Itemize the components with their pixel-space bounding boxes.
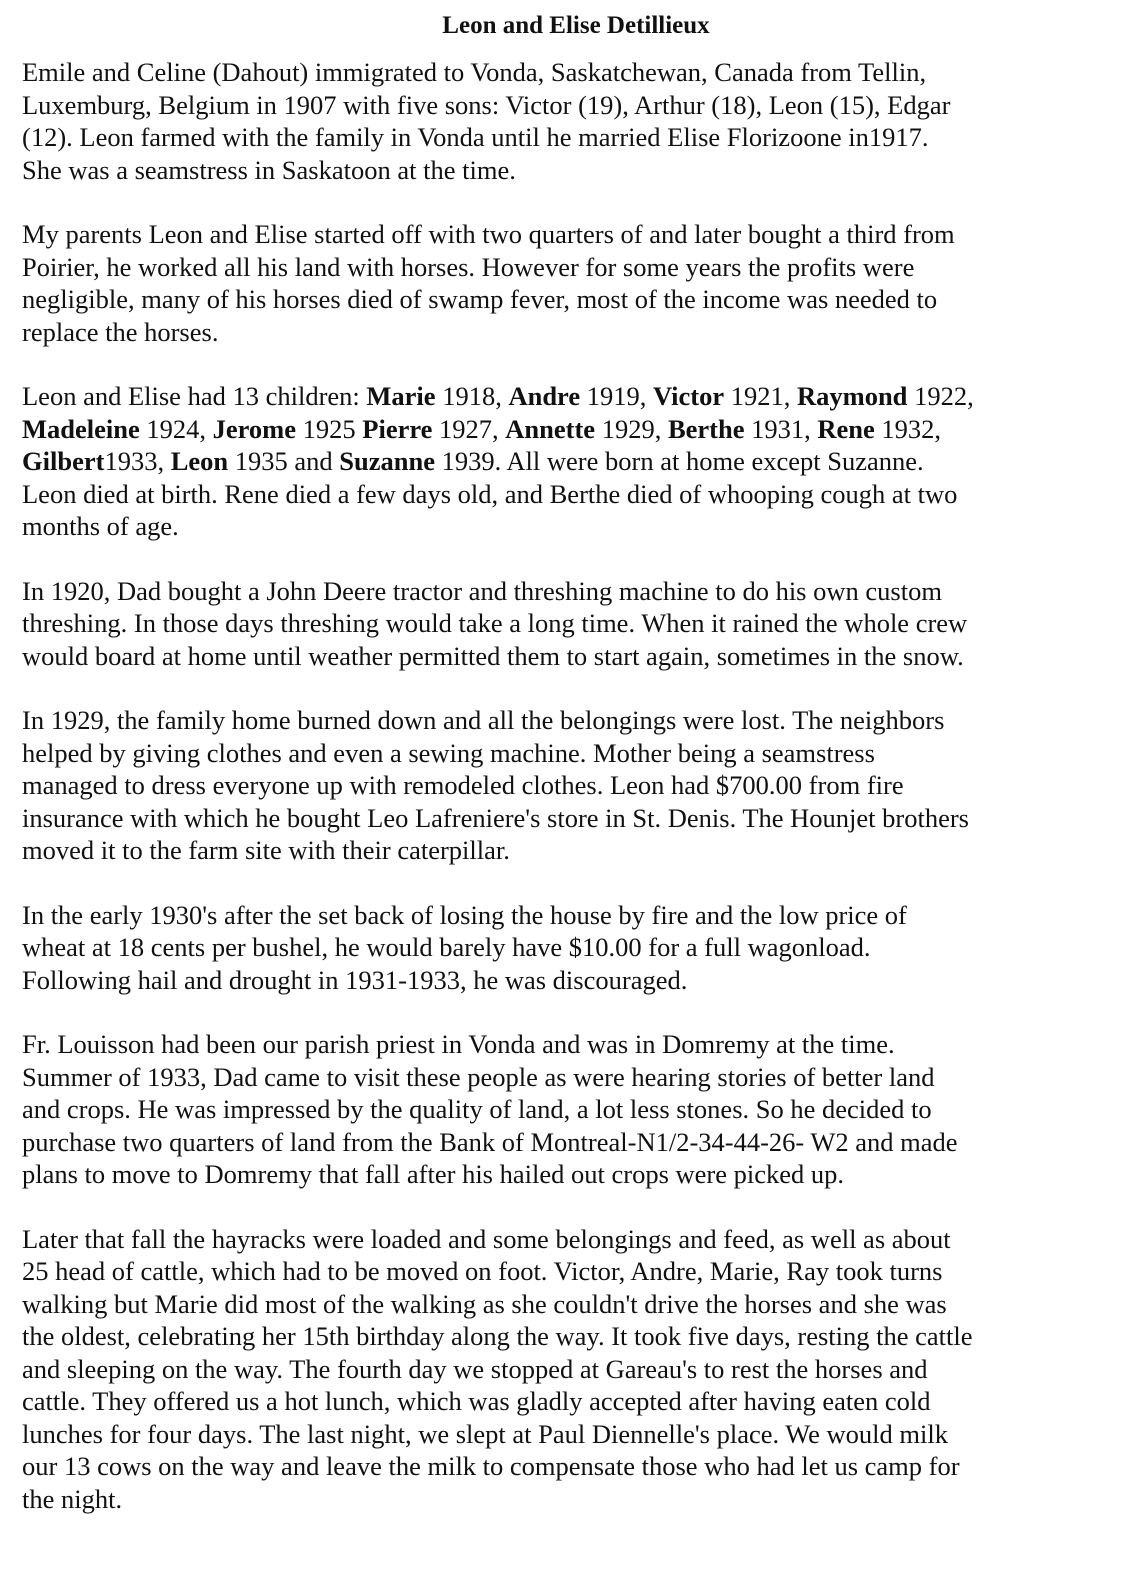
child-name: Madeleine bbox=[22, 413, 140, 444]
child-name: Annette bbox=[505, 413, 596, 444]
child-year: 1935 and bbox=[228, 446, 340, 476]
text-line: and crops. He was impressed by the quality of land, a lot less stones. So he decided to bbox=[22, 1094, 932, 1124]
child-year: 1919, bbox=[580, 381, 653, 411]
child-year: 1924, bbox=[139, 413, 213, 444]
paragraph-threshing bbox=[22, 575, 1112, 673]
text-line: 25 head of cattle, which had to be moved on foot. Victor, Andre, Marie, Ray took turns bbox=[22, 1256, 943, 1286]
text-line: Fr. Louisson had been our parish priest in Vonda and was in Domremy at the time. bbox=[22, 1029, 895, 1059]
paragraph-immigration bbox=[22, 56, 1112, 186]
page-title: Leon and Elise Detillieux bbox=[442, 12, 710, 39]
paragraph-domremy bbox=[22, 1028, 1112, 1191]
text-line: Following hail and drought in 1931-1933, he was discouraged. bbox=[22, 964, 688, 995]
child-name: Rene bbox=[817, 413, 875, 444]
text-fragment: Leon and Elise had 13 children: bbox=[22, 381, 367, 411]
text-line: Luxemburg, Belgium in 1907 with five sons: Victor (19), Arthur (18), Leon (15), Edgar bbox=[22, 89, 951, 120]
child-year: 1927, bbox=[432, 413, 506, 444]
text-line: the night. bbox=[22, 1483, 123, 1514]
paragraph-early-1930s bbox=[22, 899, 1112, 997]
child-name: Andre bbox=[508, 381, 581, 411]
text-line: purchase two quarters of land from the Bank of Montreal-N1/2-34-44-26- W2 and made bbox=[22, 1126, 958, 1157]
child-year: 1921, bbox=[724, 381, 797, 411]
paragraph-fire bbox=[22, 704, 1112, 867]
text-line: threshing. In those days threshing would take a long time. When it rained the whole crew bbox=[22, 608, 968, 638]
text-line: replace the horses. bbox=[22, 316, 219, 347]
text-line: helped by giving clothes and even a sewing machine. Mother being a seamstress bbox=[22, 737, 875, 768]
text-line: lunches for four days. The last night, we slept at Paul Diennelle's place. We would milk bbox=[22, 1418, 949, 1449]
text-line: Emile and Celine (Dahout) immigrated to Vonda, Saskatchewan, Canada from Tellin, bbox=[22, 57, 927, 87]
text-line: months of age. bbox=[22, 511, 179, 541]
paragraph-land-horses bbox=[22, 218, 1112, 348]
text-line: plans to move to Domremy that fall after his hailed out crops were picked up. bbox=[22, 1159, 845, 1189]
text-line: Poirier, he worked all his land with horses. However for some years the profits were bbox=[22, 251, 915, 282]
text-line: and sleeping on the way. The fourth day we stopped at Gareau's to rest the horses and bbox=[22, 1353, 928, 1384]
child-name: Marie bbox=[366, 381, 436, 411]
child-year: 1939. All were born at home except Suzanne. bbox=[435, 446, 924, 476]
children-line-1 bbox=[22, 380, 1112, 413]
text-line: managed to dress everyone up with remodeled clothes. Leon had $700.00 from fire bbox=[22, 770, 904, 800]
child-year: 1932, bbox=[874, 413, 941, 444]
child-name: Victor bbox=[652, 381, 725, 411]
child-name: Pierre bbox=[362, 413, 433, 444]
text-line: My parents Leon and Elise started off with two quarters of and later bought a third from bbox=[22, 219, 955, 249]
text-line: walking but Marie did most of the walking as she couldn't drive the horses and she was bbox=[22, 1288, 947, 1319]
child-name: Berthe bbox=[667, 413, 745, 444]
text-line: negligible, many of his horses died of swamp fever, most of the income was needed to bbox=[22, 284, 938, 314]
text-line: cattle. They offered us a hot lunch, which was gladly accepted after having eaten cold bbox=[22, 1386, 931, 1416]
text-line: In 1929, the family home burned down and all the belongings were lost. The neighbors bbox=[22, 705, 945, 735]
child-year: 1933, bbox=[104, 446, 171, 476]
child-name: Raymond bbox=[796, 381, 908, 411]
text-line: moved it to the farm site with their caterpillar. bbox=[22, 835, 510, 865]
child-year: 1918, bbox=[435, 381, 509, 411]
children-line-3 bbox=[22, 445, 1112, 478]
text-line: the oldest, celebrating her 15th birthday along the way. It took five days, resting the cattle bbox=[22, 1321, 973, 1351]
child-name: Leon bbox=[170, 446, 229, 476]
child-year: 1929, bbox=[595, 413, 668, 444]
child-year: 1931, bbox=[744, 413, 818, 444]
text-line: Later that fall the hayracks were loaded and some belongings and feed, as well as about bbox=[22, 1223, 951, 1254]
child-year: 1922, bbox=[907, 381, 974, 411]
children-line-2 bbox=[22, 413, 1112, 446]
paragraph-moving bbox=[22, 1223, 1112, 1516]
document-page bbox=[22, 10, 1112, 1515]
child-name: Jerome bbox=[212, 413, 297, 444]
text-line: Summer of 1933, Dad came to visit these people as were hearing stories of better land bbox=[22, 1061, 935, 1092]
paragraph-children bbox=[22, 380, 1112, 543]
text-line: insurance with which he bought Leo Lafreniere's store in St. Denis. The Hounjet brothers bbox=[22, 802, 969, 833]
text-line: (12). Leon farmed with the family in Vonda until he married Elise Florizoone in1917. bbox=[22, 122, 929, 152]
child-name: Gilbert bbox=[22, 446, 105, 476]
child-name: Suzanne bbox=[339, 446, 435, 476]
text-line: She was a seamstress in Saskatoon at the time. bbox=[22, 154, 516, 185]
text-line: In 1920, Dad bought a John Deere tractor and threshing machine to do his own custom bbox=[22, 575, 942, 606]
text-line: wheat at 18 cents per bushel, he would barely have $10.00 for a full wagonload. bbox=[22, 932, 871, 962]
text-line: our 13 cows on the way and leave the milk to compensate those who had let us camp for bbox=[22, 1451, 960, 1481]
text-line: Leon died at birth. Rene died a few days old, and Berthe died of whooping cough at two bbox=[22, 478, 958, 509]
text-line: would board at home until weather permitted them to start again, sometimes in the snow. bbox=[22, 640, 964, 671]
child-year: 1925 bbox=[296, 413, 363, 444]
text-line: In the early 1930's after the set back of losing the house by fire and the low price of bbox=[22, 899, 907, 930]
